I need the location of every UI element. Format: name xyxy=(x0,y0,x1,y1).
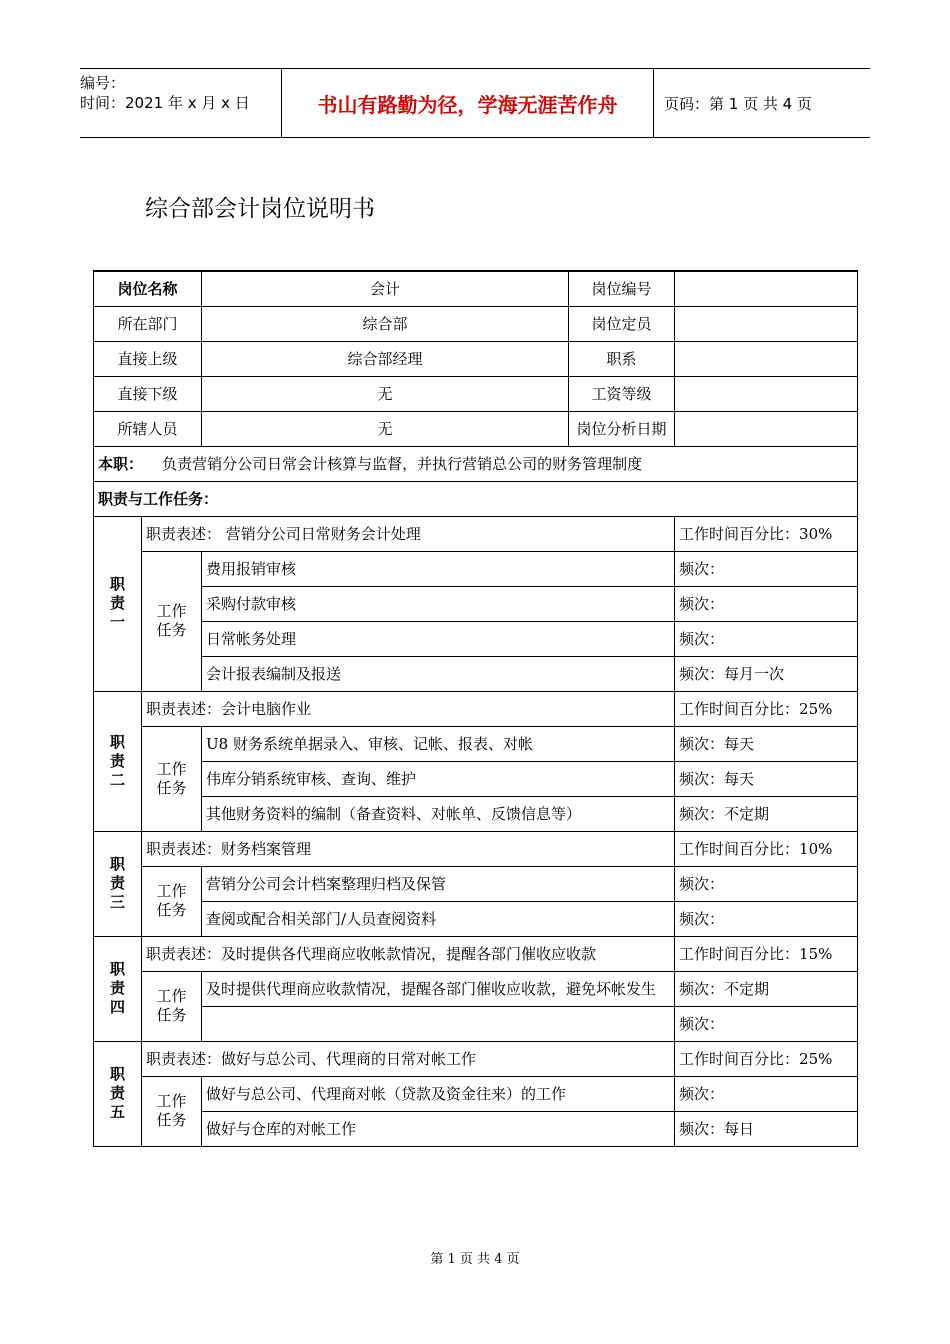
duty-statement: 职责表述：做好与总公司、代理商的日常对帐工作 xyxy=(142,1041,675,1076)
field-value: 会计 xyxy=(202,271,569,306)
task-frequency: 频次： xyxy=(675,586,858,621)
table-row xyxy=(94,411,858,446)
table-row xyxy=(94,376,858,411)
task-text xyxy=(202,1006,675,1041)
table-row xyxy=(94,936,858,971)
duties-heading: 职责与工作任务： xyxy=(94,481,858,516)
field-value xyxy=(675,411,858,446)
job-summary xyxy=(94,446,858,481)
field-label: 所在部门 xyxy=(94,306,202,341)
field-label: 直接上级 xyxy=(94,341,202,376)
duty-statement: 职责表述：及时提供各代理商应收帐款情况，提醒各部门催收应收款 xyxy=(142,936,675,971)
field-label: 岗位分析日期 xyxy=(569,411,675,446)
task-frequency: 频次：每日 xyxy=(675,1111,858,1146)
field-label: 岗位编号 xyxy=(569,271,675,306)
table-row xyxy=(94,1076,858,1111)
field-label: 岗位定员 xyxy=(569,306,675,341)
field-value xyxy=(675,376,858,411)
task-text: 营销分公司会计档案整理归档及保管 xyxy=(202,866,675,901)
duty-percent: 工作时间百分比：15% xyxy=(675,936,858,971)
table-row xyxy=(94,586,858,621)
page-footer: 第 1 页 共 4 页 xyxy=(430,1252,520,1267)
table-row xyxy=(94,796,858,831)
table-row xyxy=(94,551,858,586)
duty-percent: 工作时间百分比：10% xyxy=(675,831,858,866)
table-row xyxy=(94,691,858,726)
field-value: 综合部 xyxy=(202,306,569,341)
field-label: 工资等级 xyxy=(569,376,675,411)
duty-percent: 工作时间百分比：30% xyxy=(675,516,858,551)
task-text: 及时提供代理商应收款情况，提醒各部门催收应收款，避免坏帐发生 xyxy=(202,971,675,1006)
table-row xyxy=(94,761,858,796)
table-row xyxy=(94,341,858,376)
code-label: 编号： xyxy=(80,74,126,92)
table-row xyxy=(94,516,858,551)
field-value: 无 xyxy=(202,411,569,446)
task-frequency: 频次：不定期 xyxy=(675,796,858,831)
duty-percent: 工作时间百分比：25% xyxy=(675,1041,858,1076)
job-summary-label: 本职： xyxy=(98,455,144,473)
table-row xyxy=(94,621,858,656)
document-title: 综合部会计岗位说明书 xyxy=(145,196,375,222)
table-row xyxy=(94,1111,858,1146)
task-label: 工作 任务 xyxy=(142,726,202,831)
task-label: 工作 任务 xyxy=(142,1076,202,1146)
task-label: 工作 任务 xyxy=(142,971,202,1041)
table-row xyxy=(94,726,858,761)
task-frequency: 频次：每天 xyxy=(675,761,858,796)
table-row xyxy=(94,866,858,901)
task-text: 查阅或配合相关部门/人员查阅资料 xyxy=(202,901,675,936)
task-text: U8 财务系统单据录入、审核、记帐、报表、对帐 xyxy=(202,726,675,761)
table-row xyxy=(94,1006,858,1041)
duty-label: 职 责 五 xyxy=(94,1041,142,1146)
table-row xyxy=(94,971,858,1006)
duty-statement: 职责表述： 营销分公司日常财务会计处理 xyxy=(142,516,675,551)
task-text: 其他财务资料的编制（备查资料、对帐单、反馈信息等） xyxy=(202,796,675,831)
duty-statement: 职责表述：会计电脑作业 xyxy=(142,691,675,726)
job-description-table xyxy=(93,270,858,1147)
field-label: 直接下级 xyxy=(94,376,202,411)
header-motto: 书山有路勤为径，学海无涯苦作舟 xyxy=(281,69,654,137)
table-row xyxy=(94,901,858,936)
task-text: 日常帐务处理 xyxy=(202,621,675,656)
field-label: 职系 xyxy=(569,341,675,376)
task-text: 做好与总公司、代理商对帐（贷款及资金往来）的工作 xyxy=(202,1076,675,1111)
table-row xyxy=(94,446,858,481)
field-value xyxy=(675,306,858,341)
field-value: 无 xyxy=(202,376,569,411)
table-row xyxy=(94,306,858,341)
duty-label: 职 责 三 xyxy=(94,831,142,936)
task-frequency: 频次： xyxy=(675,1076,858,1111)
duty-percent: 工作时间百分比：25% xyxy=(675,691,858,726)
table-row xyxy=(94,271,858,306)
duty-label: 职 责 四 xyxy=(94,936,142,1041)
task-frequency: 频次： xyxy=(675,866,858,901)
time-label: 时间：2021 年 x 月 x 日 xyxy=(80,94,250,112)
task-frequency: 频次：每天 xyxy=(675,726,858,761)
duty-label: 职 责 一 xyxy=(94,516,142,691)
task-text: 费用报销审核 xyxy=(202,551,675,586)
duty-label: 职 责 二 xyxy=(94,691,142,831)
field-value xyxy=(675,341,858,376)
task-frequency: 频次：每月一次 xyxy=(675,656,858,691)
task-text: 采购付款审核 xyxy=(202,586,675,621)
field-value: 综合部经理 xyxy=(202,341,569,376)
task-text: 会计报表编制及报送 xyxy=(202,656,675,691)
task-frequency: 频次：不定期 xyxy=(675,971,858,1006)
duty-statement: 职责表述：财务档案管理 xyxy=(142,831,675,866)
task-frequency: 频次： xyxy=(675,551,858,586)
field-value xyxy=(675,271,858,306)
task-text: 做好与仓库的对帐工作 xyxy=(202,1111,675,1146)
task-text: 伟库分销系统审核、查询、维护 xyxy=(202,761,675,796)
task-frequency: 频次： xyxy=(675,901,858,936)
table-row xyxy=(94,1041,858,1076)
table-row xyxy=(94,481,858,516)
header-meta xyxy=(80,69,281,137)
task-label: 工作 任务 xyxy=(142,866,202,936)
page-header xyxy=(80,68,870,138)
table-row xyxy=(94,656,858,691)
task-frequency: 频次： xyxy=(675,1006,858,1041)
job-summary-text: 负责营销分公司日常会计核算与监督，并执行营销总公司的财务管理制度 xyxy=(162,455,643,473)
task-label: 工作 任务 xyxy=(142,551,202,691)
table-row xyxy=(94,831,858,866)
header-page-info: 页码：第 1 页 共 4 页 xyxy=(664,94,812,113)
field-label: 岗位名称 xyxy=(94,271,202,306)
task-frequency: 频次： xyxy=(675,621,858,656)
field-label: 所辖人员 xyxy=(94,411,202,446)
